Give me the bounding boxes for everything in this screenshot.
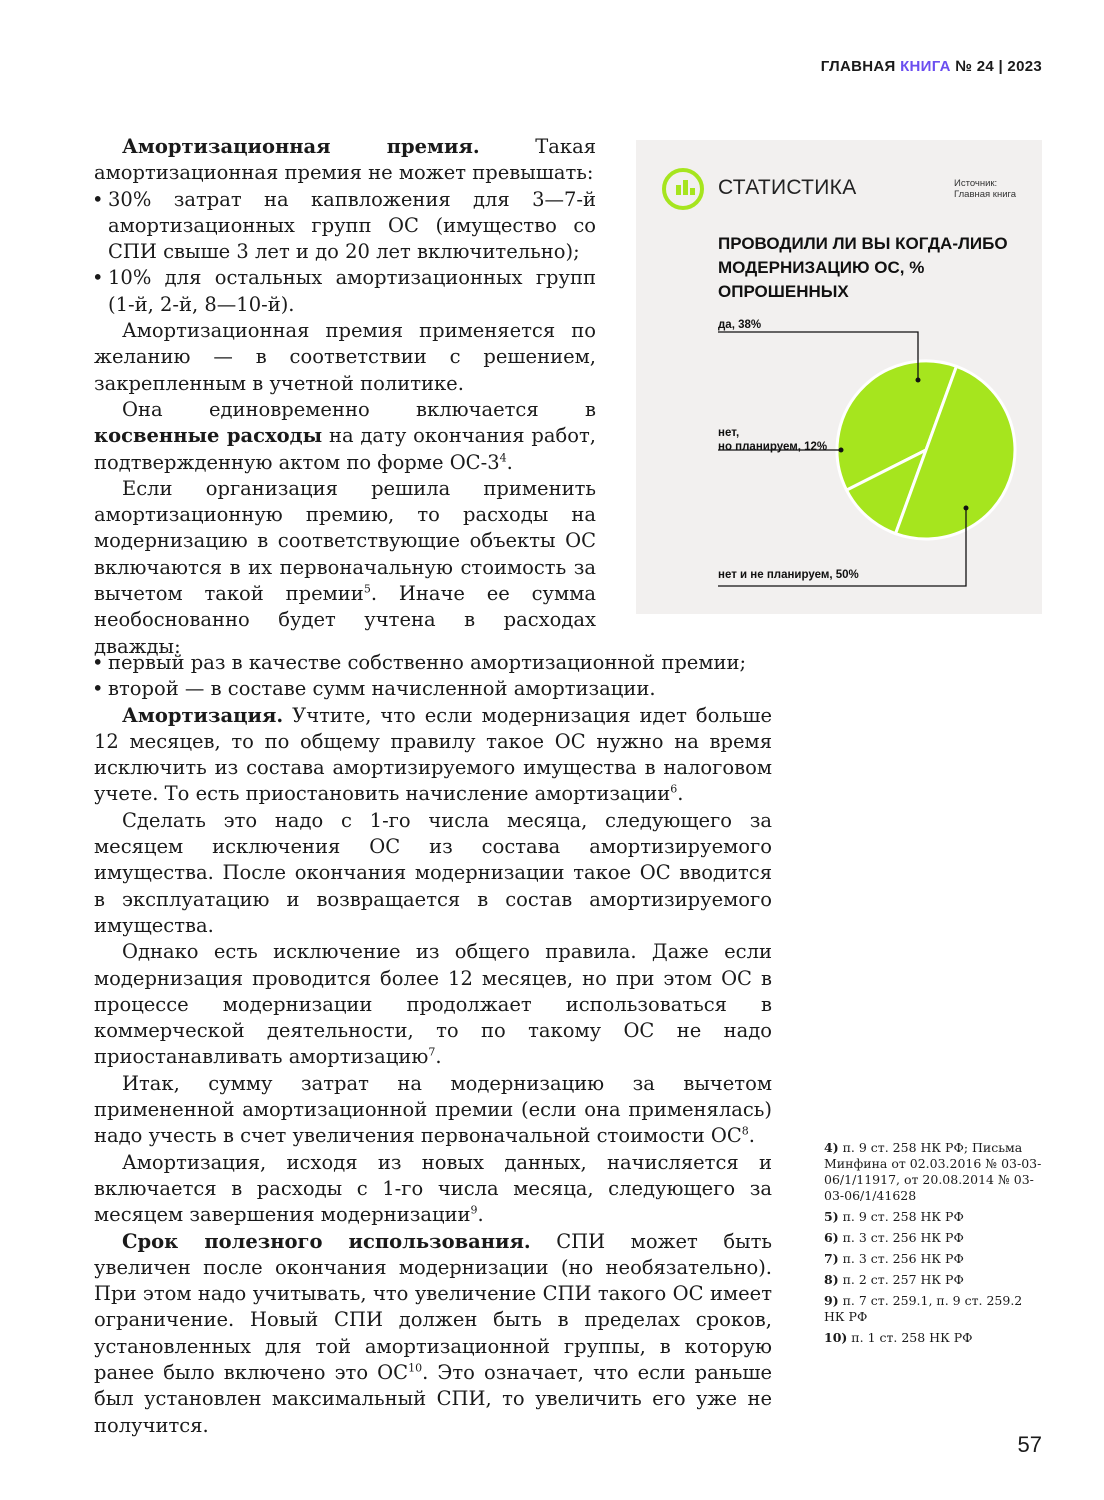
footnote-text: п. 3 ст. 256 НК РФ (838, 1230, 964, 1245)
paragraph (94, 939, 772, 1070)
text: Амортизация, исходя из новых данных, начисляется и включается в расходы с 1-го числа месяца, следующего за месяцем завершения модернизации (94, 1150, 772, 1227)
brand-name: ГЛАВНАЯ (820, 58, 896, 75)
list-item: • второй — в составе сумм начисленной амортизации. (94, 676, 772, 702)
running-header (821, 58, 1042, 75)
footnote (824, 1230, 1044, 1246)
text-column-1 (94, 134, 596, 660)
section-heading: Срок полезного использования. (122, 1229, 531, 1253)
text: . (435, 1045, 442, 1069)
paragraph (94, 1071, 772, 1150)
text: . (506, 450, 513, 474)
footnote-text: п. 2 ст. 257 НК РФ (838, 1272, 964, 1287)
chart-title: ПРОВОДИЛИ ЛИ ВЫ КОГДА-ЛИБО МОДЕРНИЗАЦИЮ ОС, % ОПРОШЕННЫХ (718, 234, 1008, 301)
leader-dot (839, 448, 844, 453)
footnote (824, 1140, 1044, 1204)
footnote (824, 1330, 1044, 1346)
list-item: • первый раз в качестве собственно амортизационной премии; (94, 650, 772, 676)
footnote-ref: 4 (499, 451, 507, 465)
text: Однако есть исключение из общего правила. Даже если модернизация проводится более 12 месяцев, но при этом ОС в процессе модернизации продолжает использоваться в коммерческой деятельности, то по такому ОС не надо приостанавливать амортизацию (94, 940, 772, 1069)
footnote-number: 10) (824, 1330, 848, 1345)
paragraph (94, 134, 596, 187)
bullet-list (94, 187, 596, 318)
text: . (677, 782, 684, 806)
footnote-number: 9) (824, 1293, 839, 1308)
footnote-text: п. 3 ст. 256 НК РФ (838, 1251, 964, 1266)
section-heading: Амортизационная премия. (122, 135, 480, 158)
text: . (477, 1203, 484, 1227)
pie-chart (636, 140, 1042, 614)
footnote-text: п. 7 ст. 259.1, п. 9 ст. 259.2 НК РФ (824, 1293, 1023, 1324)
issue-number: № 24 | 2023 (955, 58, 1042, 75)
text: на дату окончания работ, подтвержденную актом по форме ОС-3 (94, 424, 596, 474)
paragraph: Амортизационная премия применяется по желанию — в соответствии с решением, закрепленным в учетной политике. (94, 319, 596, 395)
text: Такая амортизационная премия не может превышать: (94, 135, 597, 185)
footnote-number: 5) (824, 1209, 839, 1224)
source-name: Главная книга (954, 189, 1017, 200)
paragraph (94, 703, 772, 808)
bullet-list (94, 650, 772, 703)
slice-label: нет, но планируем, 12% (718, 427, 828, 453)
text: . Иначе ее сумма необоснованно будет учтена в расходах дважды: (94, 582, 596, 658)
footnote-text: п. 1 ст. 258 НК РФ (847, 1330, 973, 1345)
footnote-number: 8) (824, 1272, 839, 1287)
footnote-text: п. 9 ст. 258 НК РФ (838, 1209, 964, 1224)
text: Это означает, что если раньше был установлен максимальный СПИ, то увеличить его уже не получится. (94, 1361, 772, 1437)
footnote-ref: 9 (470, 1203, 478, 1217)
text: . (422, 1361, 429, 1385)
footnote-ref: 8 (741, 1124, 749, 1138)
footnote-ref: 10 (408, 1361, 423, 1375)
statistics-box (636, 140, 1042, 614)
emphasis: косвенные расходы (94, 424, 323, 448)
footnote (824, 1272, 1044, 1288)
slice-label: да, 38% (718, 319, 762, 331)
text: Итак, сумму затрат на модернизацию за вычетом примененной амортизационной премии (если она применялась) надо учесть в счет увеличения первоначальной стоимости ОС (94, 1071, 772, 1148)
brand-accent: КНИГА (900, 58, 951, 75)
page-number: 57 (1017, 1432, 1042, 1457)
footnote-ref: 7 (428, 1045, 436, 1059)
text: . (748, 1124, 755, 1148)
footnote-ref: 6 (670, 782, 678, 796)
stat-title: СТАТИСТИКА (718, 176, 857, 199)
paragraph (94, 397, 596, 476)
footnotes (824, 1140, 1044, 1351)
footnote-number: 6) (824, 1230, 839, 1245)
text: СПИ может быть увеличен после окончания модернизации (но необязательно). При этом надо учитывать, что увеличение СПИ такого ОС имеет ограничение. Новый СПИ должен быть в пределах сроков, установленных для той амортизационной группы, в которую ранее было включено это ОС (94, 1229, 772, 1385)
text: Если организация решила применить амортизационную премию, то расходы на модернизацию в соответствующие объекты ОС включаются в их первоначальную стоимость за вычетом такой премии (94, 476, 596, 606)
leader-dot (916, 378, 921, 383)
footnote-number: 7) (824, 1251, 839, 1266)
source-label: Источник: (954, 178, 998, 189)
footnote (824, 1251, 1044, 1267)
text: Она единовременно включается в (122, 397, 596, 421)
section-heading: Амортизация. (122, 703, 284, 727)
paragraph: Сделать это надо с 1-го числа месяца, следующего за месяцем исключения ОС из состава амортизируемого имущества. После окончания модернизации такое ОС вводится в эксплуатацию и возвращается в состав амортизируемого имущества. (94, 808, 772, 937)
footnote (824, 1293, 1044, 1325)
paragraph (94, 476, 596, 660)
footnote-text: п. 9 ст. 258 НК РФ; Письма Минфина от 02.03.2016 № 03-03-06/1/11917, от 20.08.2014 № 03-03-06/1/41628 (824, 1140, 1042, 1203)
list-item: • 30% затрат на капвложения для 3—7-й амортизационных групп ОС (имущество со СПИ свыше 3 лет и до 20 лет включительно); (94, 187, 596, 266)
footnote (824, 1209, 1044, 1225)
paragraph (94, 1150, 772, 1229)
list-item: • 10% для остальных амортизационных групп (1-й, 2-й, 8—10-й). (94, 265, 596, 318)
text: Учтите, что если модернизация идет больше 12 месяцев, то по общему правилу такое ОС нужно на время исключить из состава амортизируемого имущества в налоговом учете. То есть приостановить начисление амортизации (94, 703, 772, 806)
footnote-number: 4) (824, 1140, 839, 1155)
text-column-2 (94, 650, 772, 1439)
footnote-ref: 5 (363, 582, 371, 596)
slice-label: нет и не планируем, 50% (718, 569, 859, 581)
paragraph (94, 1229, 772, 1439)
leader-dot (964, 506, 969, 511)
